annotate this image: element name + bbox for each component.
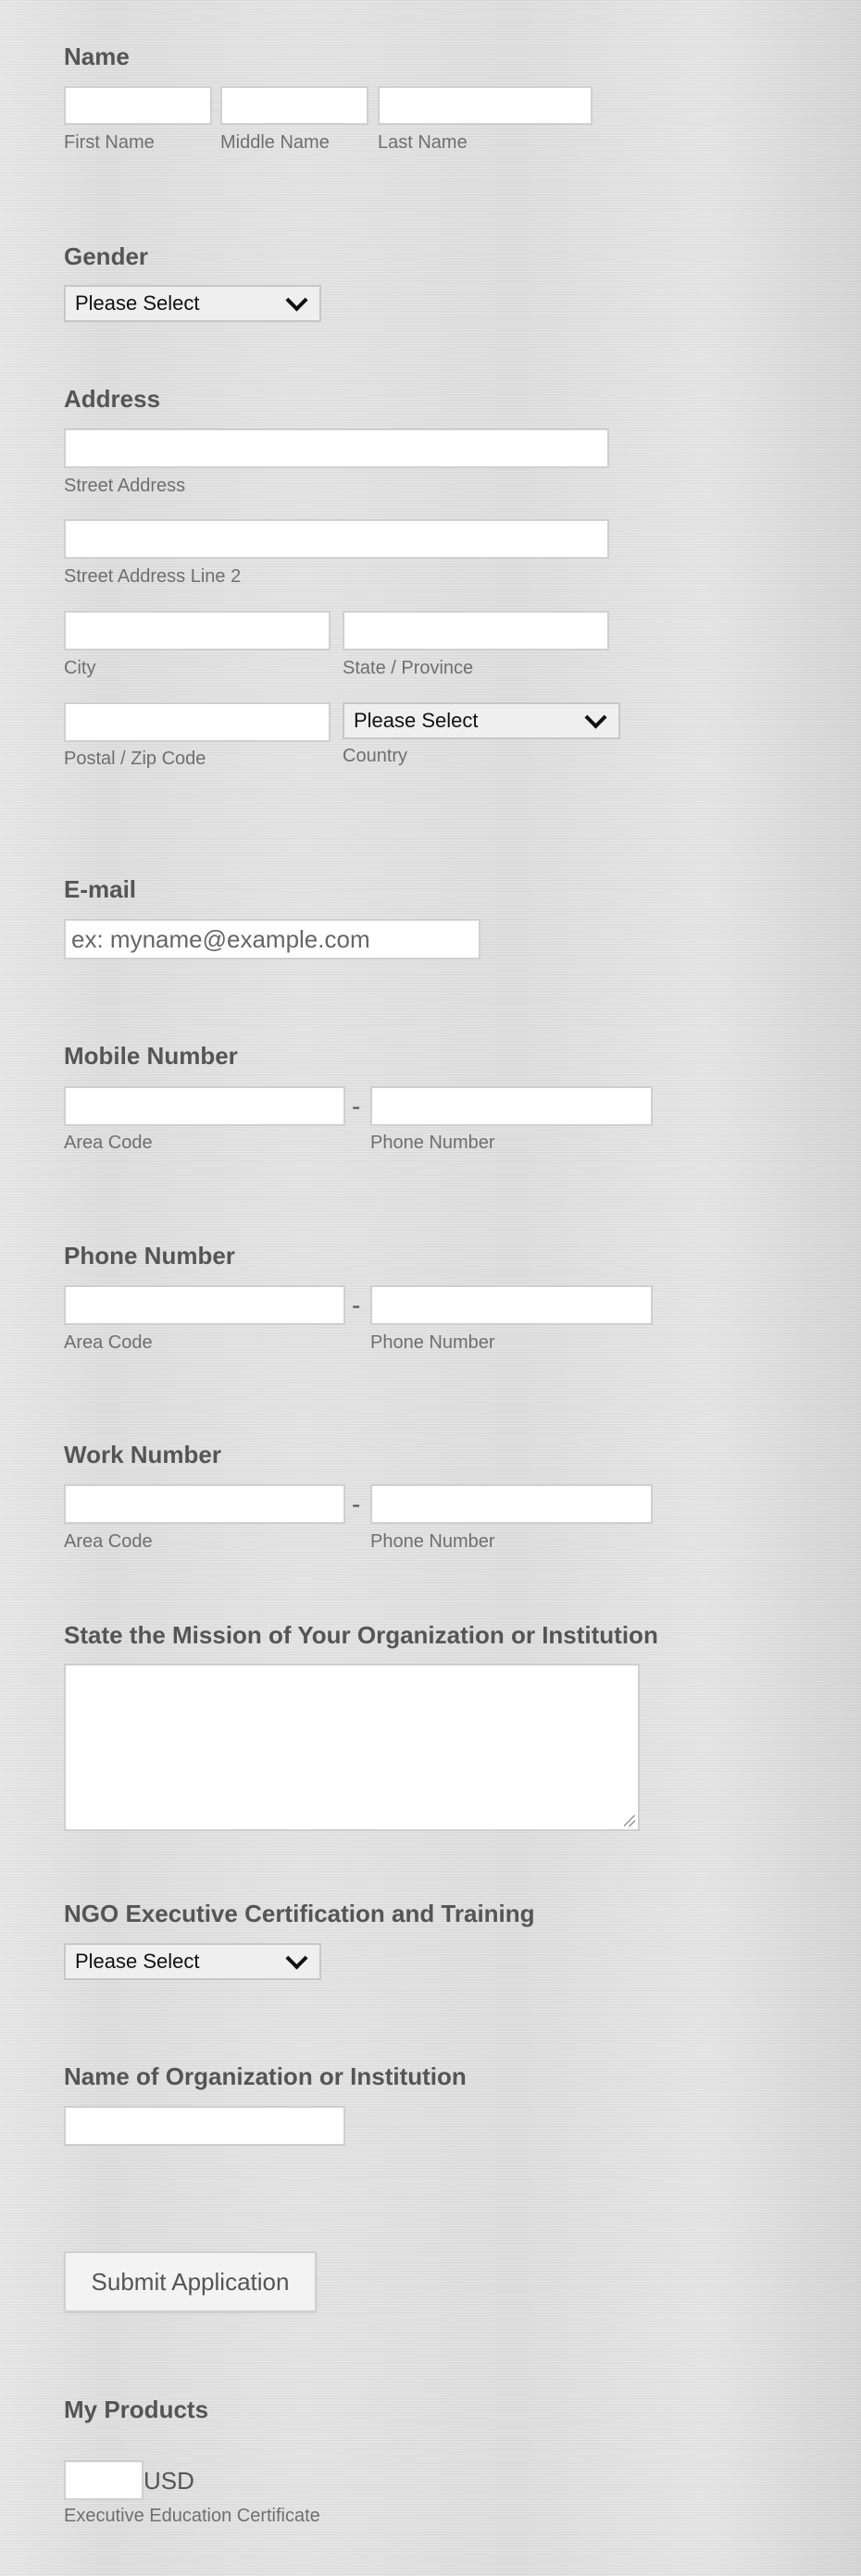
chevron-down-icon [285, 1947, 307, 1969]
phone-dash: - [352, 1291, 361, 1319]
mobile-area-code-input[interactable] [64, 1086, 345, 1126]
mobile-dash: - [352, 1092, 361, 1121]
street-address-line2-sublabel: Street Address Line 2 [64, 566, 242, 587]
work-dash: - [352, 1490, 361, 1518]
product-quantity-input[interactable] [64, 2460, 144, 2500]
city-sublabel: City [64, 658, 96, 678]
ngo-certification-select[interactable] [64, 1943, 321, 1980]
mission-textarea[interactable] [64, 1664, 640, 1831]
phone-number-label: Phone Number [64, 1242, 235, 1269]
organization-name-label: Name of Organization or Institution [64, 2062, 467, 2090]
first-name-input[interactable] [64, 86, 212, 125]
middle-name-input[interactable] [220, 86, 368, 125]
work-area-code-input[interactable] [64, 1484, 345, 1524]
submit-application-button[interactable] [64, 2251, 317, 2312]
state-province-input[interactable] [343, 611, 609, 650]
ngo-certification-label: NGO Executive Certification and Training [64, 1900, 535, 1927]
mobile-phone-sublabel: Phone Number [370, 1133, 495, 1153]
postal-zip-input[interactable] [64, 702, 331, 742]
submit-button-label: Submit Application [91, 2267, 290, 2296]
name-label: Name [64, 43, 130, 70]
postal-zip-sublabel: Postal / Zip Code [64, 749, 206, 769]
ngo-certification-select-value: Please Select [75, 1950, 200, 1973]
country-select-value: Please Select [354, 709, 479, 732]
gender-label: Gender [64, 242, 149, 270]
work-phone-sublabel: Phone Number [370, 1531, 495, 1552]
resize-handle-icon[interactable] [624, 1815, 635, 1827]
last-name-sublabel: Last Name [378, 132, 468, 153]
phone-number-sublabel: Phone Number [370, 1332, 495, 1353]
chevron-down-icon [584, 706, 606, 728]
email-placeholder: ex: myname@example.com [71, 924, 370, 953]
phone-area-code-input[interactable] [64, 1285, 345, 1325]
chevron-down-icon [285, 289, 307, 311]
my-products-label: My Products [64, 2396, 209, 2423]
work-area-code-sublabel: Area Code [64, 1531, 153, 1552]
product-name-label: Executive Education Certificate [64, 2506, 320, 2526]
phone-number-input[interactable] [370, 1285, 653, 1325]
work-phone-input[interactable] [370, 1484, 653, 1524]
gender-select[interactable] [64, 285, 321, 322]
street-address-line2-input[interactable] [64, 519, 609, 559]
first-name-sublabel: First Name [64, 132, 155, 153]
currency-label: USD [144, 2467, 194, 2495]
work-number-label: Work Number [64, 1441, 221, 1468]
country-select[interactable] [343, 702, 620, 739]
mobile-phone-input[interactable] [370, 1086, 653, 1126]
country-sublabel: Country [343, 746, 408, 766]
phone-area-code-sublabel: Area Code [64, 1332, 153, 1353]
city-input[interactable] [64, 611, 331, 650]
mobile-area-code-sublabel: Area Code [64, 1133, 153, 1153]
mission-label: State the Mission of Your Organization or Institution [64, 1621, 658, 1649]
gender-select-value: Please Select [75, 291, 200, 315]
street-address-sublabel: Street Address [64, 476, 186, 496]
address-label: Address [64, 385, 161, 413]
middle-name-sublabel: Middle Name [220, 132, 330, 153]
email-input[interactable] [64, 919, 480, 960]
email-label: E-mail [64, 875, 137, 903]
organization-name-input[interactable] [64, 2106, 345, 2146]
state-province-sublabel: State / Province [343, 658, 474, 678]
last-name-input[interactable] [378, 86, 593, 125]
street-address-input[interactable] [64, 428, 609, 468]
mobile-number-label: Mobile Number [64, 1042, 238, 1070]
